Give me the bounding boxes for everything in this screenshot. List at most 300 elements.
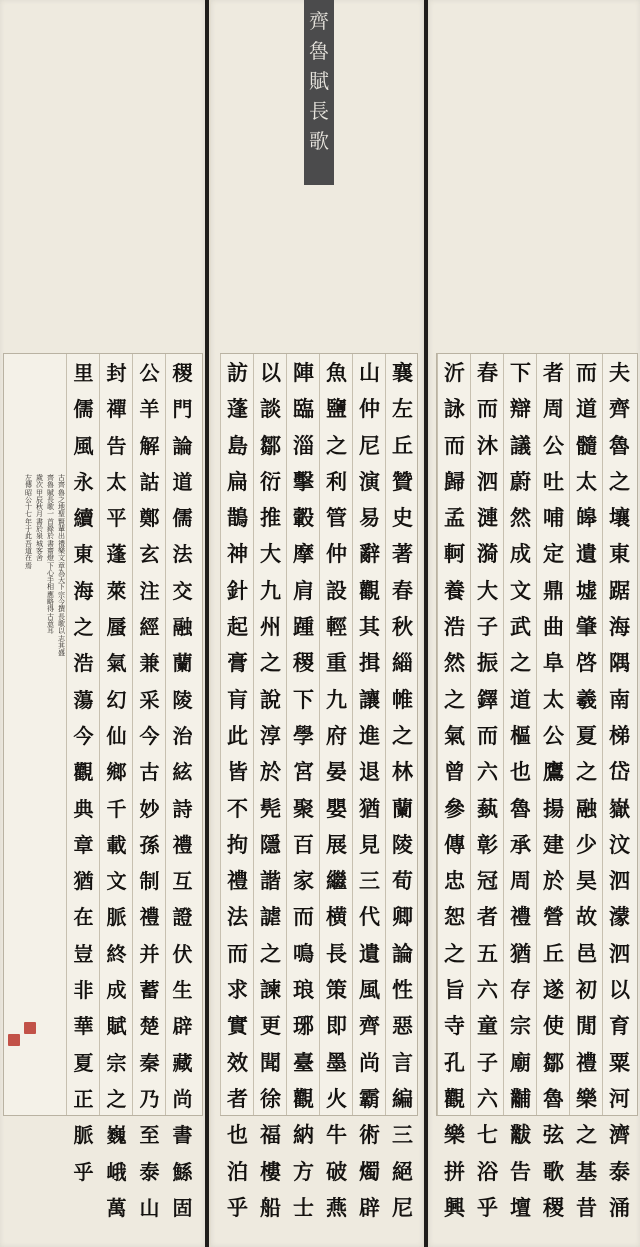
calligraphy-character: 讓 [359, 686, 380, 712]
calligraphy-character: 之 [444, 940, 465, 966]
calligraphy-character: 氣 [444, 722, 465, 748]
inscription-character: 于 [25, 525, 32, 534]
calligraphy-character: 於 [543, 868, 564, 894]
inscription-character: 章 [58, 561, 65, 570]
inscription-column [34, 475, 45, 563]
calligraphy-character: 六 [477, 977, 498, 1003]
calligraphy-character: 巍 [106, 1123, 127, 1148]
calligraphy-character: 墟 [576, 577, 597, 603]
right-panel-column [504, 355, 537, 1226]
calligraphy-character: 詠 [444, 396, 465, 422]
calligraphy-character: 諫 [260, 977, 281, 1003]
calligraphy-character: 肓 [227, 686, 248, 712]
calligraphy-character: 以 [609, 977, 630, 1003]
calligraphy-character: 百 [293, 831, 314, 857]
inscription-character: 昭 [25, 488, 32, 497]
calligraphy-character: 於 [260, 759, 281, 785]
calligraphy-character: 臨 [293, 396, 314, 422]
calligraphy-character: 注 [139, 578, 160, 603]
calligraphy-character: 忠 [444, 868, 465, 894]
calligraphy-character: 詁 [139, 469, 160, 494]
calligraphy-character: 神 [227, 541, 248, 567]
calligraphy-character: 興 [444, 1194, 465, 1220]
calligraphy-character: 效 [227, 1049, 248, 1075]
calligraphy-character: 泗 [609, 868, 630, 894]
calligraphy-character: 兼 [139, 651, 160, 676]
grid-line [437, 354, 438, 1115]
inscription-character: 左 [25, 474, 32, 482]
calligraphy-character: 道 [576, 396, 597, 422]
calligraphy-character: 嶽 [609, 795, 630, 821]
calligraphy-character: 之 [106, 1086, 127, 1111]
calligraphy-character: 蘭 [172, 651, 193, 676]
calligraphy-character: 下 [510, 360, 531, 385]
calligraphy-character: 夫 [609, 360, 630, 385]
calligraphy-character: 髓 [576, 432, 597, 458]
calligraphy-character: 河 [609, 1085, 630, 1111]
calligraphy-character: 傳 [444, 831, 465, 857]
calligraphy-character: 禪 [106, 397, 127, 422]
calligraphy-character: 阜 [543, 650, 564, 676]
calligraphy-character: 南 [609, 686, 630, 712]
calligraphy-character: 童 [477, 1013, 498, 1039]
calligraphy-character: 長 [326, 940, 347, 966]
calligraphy-character: 猶 [510, 940, 531, 966]
calligraphy-character: 鐸 [477, 686, 498, 712]
calligraphy-character: 五 [477, 940, 498, 966]
calligraphy-character: 沐 [477, 432, 498, 458]
calligraphy-character: 臺 [293, 1049, 314, 1075]
title-char: 齊 [309, 9, 329, 33]
calligraphy-character: 山 [139, 1195, 160, 1220]
calligraphy-character: 林 [392, 759, 413, 785]
calligraphy-character: 藏 [172, 1050, 193, 1075]
calligraphy-character: 軻 [444, 541, 465, 567]
calligraphy-character: 涌 [609, 1194, 630, 1220]
calligraphy-character: 觀 [73, 760, 94, 785]
calligraphy-character: 之 [260, 940, 281, 966]
inscription-character: 志 [58, 634, 65, 643]
calligraphy-character: 謔 [260, 904, 281, 930]
calligraphy-character: 而 [477, 396, 498, 422]
calligraphy-character: 少 [576, 831, 597, 857]
calligraphy-character: 成 [510, 541, 531, 567]
calligraphy-character: 魯 [609, 432, 630, 458]
calligraphy-character: 之 [444, 686, 465, 712]
inscription-character: 盛 [58, 649, 65, 658]
calligraphy-character: 實 [227, 1013, 248, 1039]
calligraphy-character: 求 [227, 977, 248, 1003]
inscription-character: 甲 [36, 488, 43, 497]
inscription-character: 文 [58, 554, 65, 563]
calligraphy-character: 永 [73, 469, 94, 494]
calligraphy-character: 學 [293, 722, 314, 748]
middle-panel-column [320, 355, 353, 1226]
calligraphy-character: 其 [359, 614, 380, 640]
calligraphy-character: 猶 [73, 869, 94, 894]
calligraphy-character: 論 [172, 433, 193, 458]
calligraphy-character: 豈 [73, 941, 94, 966]
calligraphy-character: 彰 [477, 831, 498, 857]
calligraphy-character: 定 [543, 541, 564, 567]
calligraphy-character: 儒 [172, 506, 193, 531]
calligraphy-character: 鳴 [293, 940, 314, 966]
calligraphy-character: 廟 [510, 1049, 531, 1075]
calligraphy-character: 養 [444, 577, 465, 603]
calligraphy-character: 之 [609, 468, 630, 494]
calligraphy-character: 樞 [510, 722, 531, 748]
calligraphy-character: 寺 [444, 1013, 465, 1039]
inscription-character: 齋 [47, 546, 54, 555]
left-panel-column [166, 355, 199, 1226]
calligraphy-character: 重 [326, 650, 347, 676]
inscription-character: 歲 [36, 474, 43, 482]
calligraphy-character: 陣 [293, 360, 314, 385]
calligraphy-character: 即 [326, 1013, 347, 1039]
inscription-character: 長 [47, 495, 54, 504]
inscription-character: 於 [36, 525, 43, 534]
calligraphy-character: 載 [106, 832, 127, 857]
calligraphy-character: 禮 [510, 904, 531, 930]
inscription-character: 歌 [58, 619, 65, 628]
calligraphy-character: 旨 [444, 977, 465, 1003]
calligraphy-character: 膏 [227, 650, 248, 676]
calligraphy-character: 贊 [392, 468, 413, 494]
calligraphy-character: 繼 [326, 868, 347, 894]
calligraphy-character: 轂 [293, 505, 314, 531]
calligraphy-character: 稷 [172, 361, 193, 385]
inscription-character: 之 [58, 495, 65, 504]
calligraphy-character: 詩 [172, 796, 193, 821]
calligraphy-character: 肇 [576, 614, 597, 640]
calligraphy-character: 而 [477, 722, 498, 748]
calligraphy-character: 宮 [293, 759, 314, 785]
calligraphy-character: 士 [293, 1194, 314, 1220]
calligraphy-character: 孫 [139, 832, 160, 857]
calligraphy-character: 浴 [477, 1158, 498, 1184]
calligraphy-character: 術 [359, 1122, 380, 1148]
calligraphy-character: 說 [260, 686, 281, 712]
calligraphy-character: 性 [392, 977, 413, 1003]
calligraphy-character: 陵 [172, 687, 193, 712]
calligraphy-character: 蜃 [106, 615, 127, 640]
calligraphy-character: 道 [172, 469, 193, 494]
calligraphy-character: 乎 [73, 1159, 94, 1184]
inscription-character: 首 [47, 517, 54, 526]
right-panel-column [438, 355, 471, 1226]
inscription-character: 古 [47, 612, 54, 621]
calligraphy-character: 禮 [172, 832, 193, 857]
calligraphy-character: 府 [326, 722, 347, 748]
inscription-character: 其 [58, 641, 65, 650]
calligraphy-character: 拼 [444, 1158, 465, 1184]
calligraphy-character: 皞 [576, 505, 597, 531]
inscription-character: 舍 [36, 554, 43, 563]
calligraphy-character: 幻 [106, 687, 127, 712]
inscription-character: 天 [58, 576, 65, 585]
left-panel-column [67, 355, 100, 1190]
inscription-character: 以 [58, 627, 65, 636]
calligraphy-character: 羊 [139, 397, 160, 422]
calligraphy-character: 秦 [139, 1050, 160, 1075]
calligraphy-character: 太 [576, 468, 597, 494]
calligraphy-character: 乎 [477, 1194, 498, 1220]
calligraphy-character: 史 [392, 505, 413, 531]
inscription-character: 書 [47, 539, 54, 548]
inscription-character: 相 [47, 583, 54, 592]
calligraphy-character: 太 [106, 469, 127, 494]
calligraphy-character: 荀 [392, 868, 413, 894]
middle-panel-column [287, 355, 320, 1226]
calligraphy-character: 六 [477, 1085, 498, 1111]
calligraphy-character: 周 [543, 396, 564, 422]
calligraphy-character: 交 [172, 578, 193, 603]
calligraphy-character: 夏 [73, 1050, 94, 1075]
calligraphy-character: 琅 [293, 977, 314, 1003]
middle-panel-column [353, 355, 386, 1226]
calligraphy-character: 琊 [293, 1013, 314, 1039]
calligraphy-character: 辟 [359, 1194, 380, 1220]
calligraphy-character: 千 [106, 796, 127, 821]
calligraphy-character: 典 [73, 796, 94, 821]
calligraphy-character: 峨 [106, 1159, 127, 1184]
calligraphy-character: 歸 [444, 468, 465, 494]
calligraphy-character: 者 [543, 360, 564, 385]
calligraphy-character: 船 [260, 1194, 281, 1220]
calligraphy-character: 山 [359, 360, 380, 385]
calligraphy-character: 遺 [576, 541, 597, 567]
calligraphy-character: 蓬 [106, 542, 127, 567]
calligraphy-character: 氣 [106, 651, 127, 676]
calligraphy-character: 論 [392, 940, 413, 966]
calligraphy-character: 晏 [326, 759, 347, 785]
calligraphy-character: 六 [477, 759, 498, 785]
calligraphy-character: 禮 [227, 868, 248, 894]
calligraphy-character: 州 [260, 614, 281, 640]
calligraphy-character: 壤 [609, 505, 630, 531]
calligraphy-character: 鼎 [543, 577, 564, 603]
calligraphy-character: 鹽 [326, 396, 347, 422]
inscription-character: 道 [25, 546, 32, 555]
inscription-column [45, 475, 56, 636]
calligraphy-character: 隅 [609, 650, 630, 676]
inscription-character: 燈 [47, 554, 54, 563]
calligraphy-character: 徐 [260, 1085, 281, 1111]
calligraphy-character: 故 [576, 904, 597, 930]
calligraphy-character: 蔚 [510, 468, 531, 494]
calligraphy-character: 大 [477, 577, 498, 603]
calligraphy-character: 解 [139, 433, 160, 458]
calligraphy-character: 島 [227, 432, 248, 458]
calligraphy-character: 齊 [359, 1013, 380, 1039]
calligraphy-character: 證 [172, 905, 193, 930]
inscription-character: 得 [47, 605, 54, 614]
calligraphy-character: 濟 [609, 1122, 630, 1148]
seal-stamp [8, 1034, 20, 1046]
calligraphy-character: 絃 [172, 760, 193, 785]
inscription-character: 耳 [47, 627, 54, 636]
calligraphy-character: 文 [106, 869, 127, 894]
calligraphy-character: 丘 [543, 940, 564, 966]
calligraphy-character: 哺 [543, 505, 564, 531]
calligraphy-character: 觀 [359, 577, 380, 603]
inscription-character: 撰 [58, 605, 65, 614]
calligraphy-character: 之 [326, 432, 347, 458]
calligraphy-character: 采 [139, 687, 160, 712]
calligraphy-character: 續 [73, 506, 94, 531]
middle-panel-column [386, 355, 419, 1226]
calligraphy-character: 蕩 [73, 687, 94, 712]
calligraphy-character: 聚 [293, 795, 314, 821]
calligraphy-character: 之 [576, 759, 597, 785]
calligraphy-character: 冠 [477, 868, 498, 894]
calligraphy-character: 鄉 [106, 760, 127, 785]
calligraphy-character: 門 [172, 397, 193, 422]
title-char: 歌 [309, 129, 329, 153]
calligraphy-character: 七 [477, 1122, 498, 1148]
inscription-character: 略 [47, 598, 54, 607]
calligraphy-character: 海 [73, 578, 94, 603]
calligraphy-character: 演 [359, 468, 380, 494]
calligraphy-character: 平 [106, 506, 127, 531]
calligraphy-character: 初 [576, 977, 597, 1003]
inscription-character: 城 [36, 539, 43, 548]
calligraphy-character: 揚 [543, 795, 564, 821]
calligraphy-character: 利 [326, 468, 347, 494]
inscription-character: 泉 [36, 532, 43, 541]
inscription-character: 年 [25, 517, 32, 526]
calligraphy-character: 大 [260, 541, 281, 567]
inscription-character: 焉 [25, 561, 32, 570]
left-panel-column [133, 355, 166, 1226]
calligraphy-character: 汶 [609, 831, 630, 857]
inscription-character: 賦 [47, 488, 54, 497]
calligraphy-character: 議 [510, 432, 531, 458]
calligraphy-character: 鄒 [260, 432, 281, 458]
calligraphy-character: 風 [359, 977, 380, 1003]
calligraphy-character: 卿 [392, 904, 413, 930]
inscription-character: 魯 [47, 481, 54, 490]
calligraphy-character: 策 [326, 977, 347, 1003]
calligraphy-character: 猶 [359, 795, 380, 821]
middle-panel-column [221, 355, 254, 1226]
inscription-character: 在 [25, 554, 32, 563]
scroll-divider-right [424, 0, 428, 1247]
calligraphy-character: 風 [73, 433, 94, 458]
calligraphy-character: 代 [359, 904, 380, 930]
calligraphy-character: 樂 [576, 1085, 597, 1111]
inscription-character: 此 [25, 532, 32, 541]
calligraphy-character: 基 [576, 1158, 597, 1184]
calligraphy-character: 魯 [510, 795, 531, 821]
inscription-character: 月 [36, 510, 43, 519]
calligraphy-character: 左 [392, 396, 413, 422]
calligraphy-character: 九 [260, 577, 281, 603]
calligraphy-character: 武 [510, 614, 531, 640]
calligraphy-character: 終 [106, 941, 127, 966]
calligraphy-character: 蓄 [139, 978, 160, 1003]
calligraphy-character: 三 [392, 1122, 413, 1148]
calligraphy-character: 萬 [106, 1195, 127, 1220]
calligraphy-character: 太 [543, 686, 564, 712]
calligraphy-character: 魚 [326, 360, 347, 385]
calligraphy-character: 孟 [444, 505, 465, 531]
inscription-column [56, 475, 67, 657]
calligraphy-character: 推 [260, 505, 281, 531]
calligraphy-character: 緇 [392, 650, 413, 676]
inscription-character: 七 [25, 510, 32, 519]
calligraphy-character: 黻 [510, 1122, 531, 1148]
calligraphy-character: 浩 [444, 614, 465, 640]
calligraphy-character: 脈 [73, 1123, 94, 1148]
calligraphy-character: 告 [106, 433, 127, 458]
calligraphy-character: 法 [172, 542, 193, 567]
calligraphy-character: 燕 [326, 1194, 347, 1220]
calligraphy-character: 曾 [444, 759, 465, 785]
calligraphy-character: 漪 [477, 541, 498, 567]
calligraphy-character: 辟 [172, 1014, 193, 1039]
inscription-character: 一 [47, 510, 54, 519]
inscription-character: 宗 [58, 590, 65, 599]
inscription-character: 書 [36, 517, 43, 526]
calligraphy-character: 樂 [444, 1122, 465, 1148]
calligraphy-character: 聞 [260, 1049, 281, 1075]
calligraphy-character: 拘 [227, 831, 248, 857]
calligraphy-character: 秋 [392, 614, 413, 640]
calligraphy-character: 破 [326, 1158, 347, 1184]
calligraphy-character: 周 [510, 868, 531, 894]
inscription-character: 十 [25, 503, 32, 512]
left-panel-column [100, 355, 133, 1226]
calligraphy-character: 泊 [227, 1158, 248, 1184]
calligraphy-character: 而 [576, 360, 597, 385]
calligraphy-character: 存 [510, 977, 531, 1003]
inscription-character: 魯 [58, 488, 65, 497]
calligraphy-character: 梯 [609, 722, 630, 748]
calligraphy-character: 承 [510, 831, 531, 857]
calligraphy-character: 齊 [609, 396, 630, 422]
calligraphy-character: 楚 [139, 1014, 160, 1039]
scroll-divider-left [205, 0, 209, 1247]
calligraphy-character: 妙 [139, 796, 160, 821]
inscription-character: 出 [58, 532, 65, 541]
middle-panel-column [254, 355, 287, 1226]
calligraphy-character: 稷 [293, 650, 314, 676]
calligraphy-character: 鯀 [172, 1159, 193, 1184]
calligraphy-character: 蘭 [392, 795, 413, 821]
calligraphy-character: 書 [172, 1123, 193, 1148]
calligraphy-character: 儒 [73, 397, 94, 422]
calligraphy-character: 展 [326, 831, 347, 857]
calligraphy-character: 管 [326, 505, 347, 531]
calligraphy-character: 淄 [293, 432, 314, 458]
inscription-character: 心 [47, 568, 54, 577]
inscription-character: 於 [47, 532, 54, 541]
calligraphy-character: 蓺 [477, 795, 498, 821]
calligraphy-character: 此 [227, 722, 248, 748]
calligraphy-character: 子 [477, 614, 498, 640]
calligraphy-character: 之 [73, 615, 94, 640]
calligraphy-character: 里 [73, 361, 94, 385]
inscription-character: 齊 [47, 474, 54, 482]
calligraphy-character: 淳 [260, 722, 281, 748]
inscription-character: 下 [58, 583, 65, 592]
calligraphy-character: 扁 [227, 468, 248, 494]
inscription-character: 手 [47, 576, 54, 585]
calligraphy-character: 摩 [293, 541, 314, 567]
calligraphy-character: 曲 [543, 614, 564, 640]
inscription-character: 傳 [25, 481, 32, 490]
